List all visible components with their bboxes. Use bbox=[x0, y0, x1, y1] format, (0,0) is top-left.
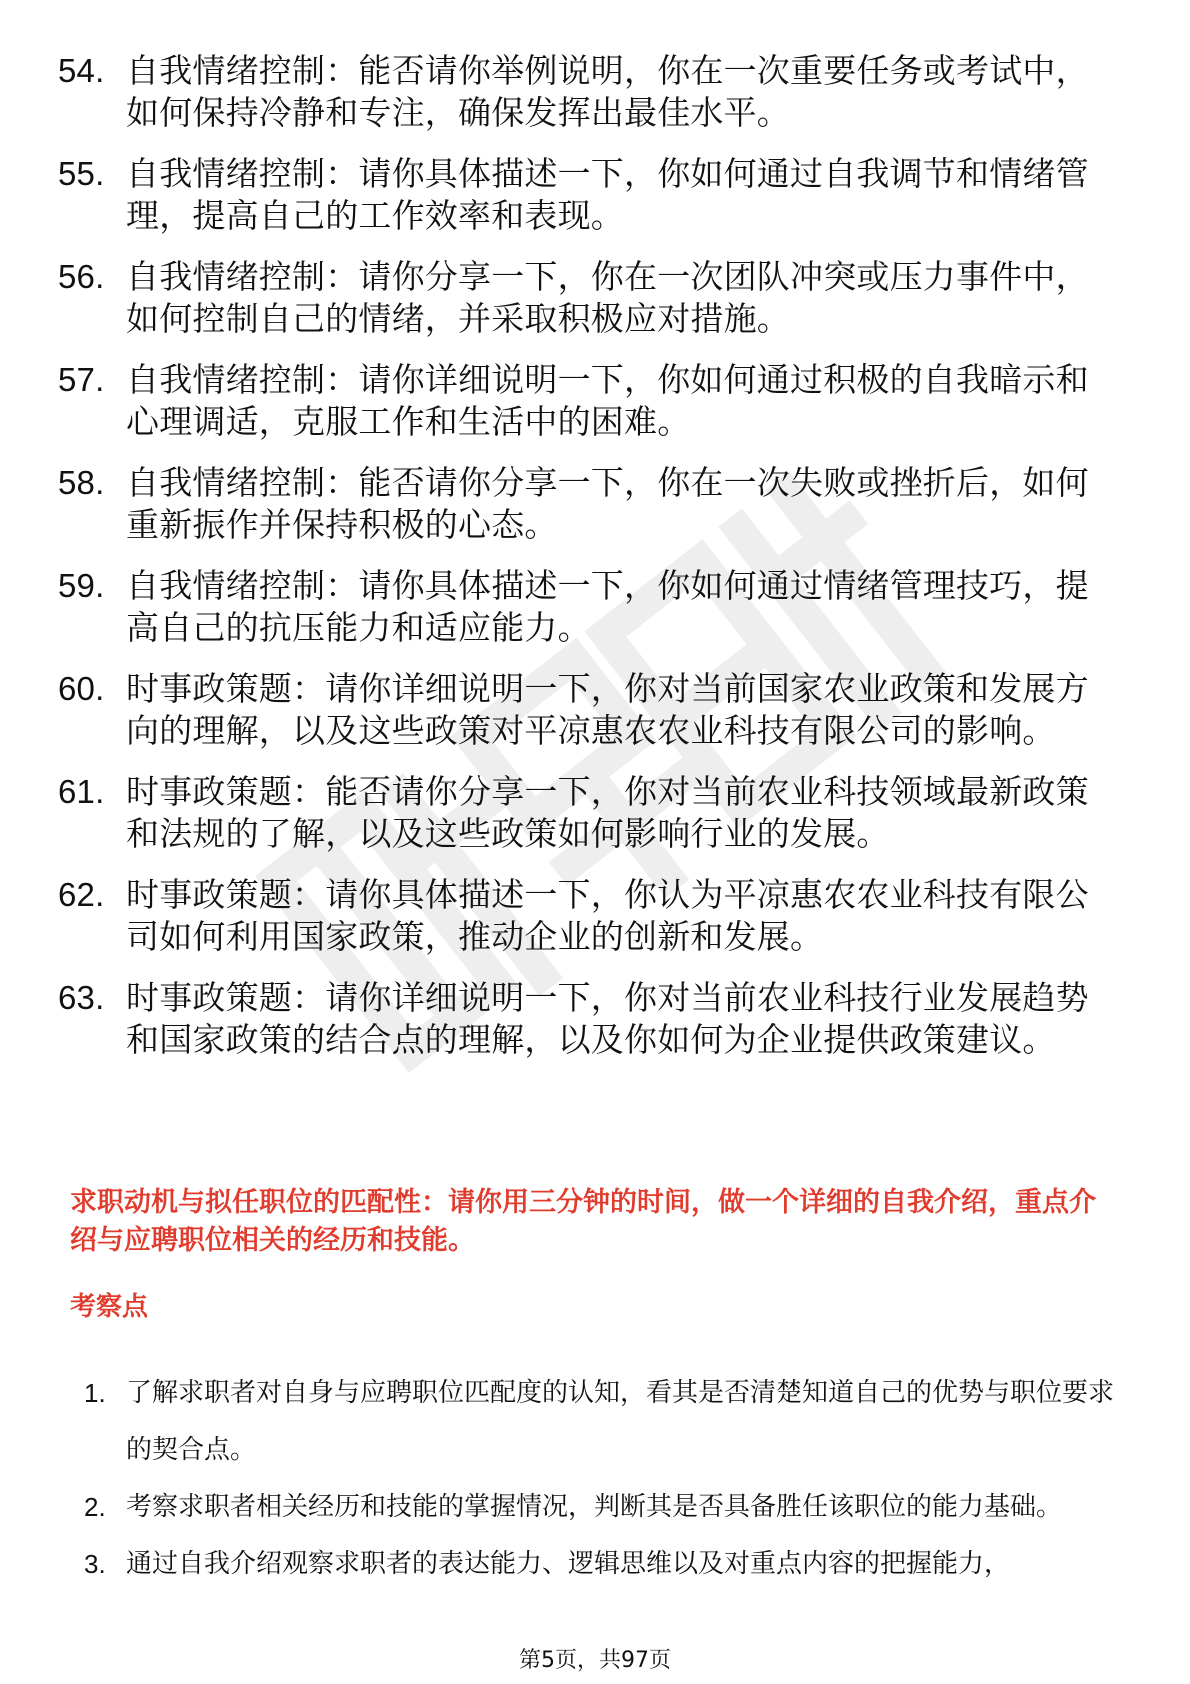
list-item bbox=[58, 153, 1118, 237]
section-heading: 求职动机与拟任职位的匹配性：请你用三分钟的时间，做一个详细的自我介绍，重点介绍与应聘职位相关的经历和技能。 bbox=[70, 1187, 1096, 1256]
list-item bbox=[84, 1479, 1124, 1536]
question-text: 时事政策题：能否请你分享一下，你对当前农业科技领域最新政策和法规的了解，以及这些政策如何影响行业的发展。 bbox=[126, 772, 1089, 853]
question-list bbox=[58, 50, 1118, 1080]
question-text: 自我情绪控制：请你详细说明一下，你如何通过积极的自我暗示和心理调适，克服工作和生活中的困难。 bbox=[126, 360, 1089, 441]
list-item bbox=[58, 668, 1118, 752]
question-text: 自我情绪控制：请你具体描述一下，你如何通过自我调节和情绪管理，提高自己的工作效率和表现。 bbox=[126, 154, 1089, 235]
list-item bbox=[58, 50, 1118, 134]
list-item bbox=[58, 462, 1118, 546]
question-number: 61. bbox=[58, 773, 105, 810]
question-text: 自我情绪控制：能否请你举例说明，你在一次重要任务或考试中，如何保持冷静和专注，确保发挥出最佳水平。 bbox=[126, 51, 1089, 132]
question-text: 时事政策题：请你具体描述一下，你认为平凉惠农农业科技有限公司如何利用国家政策，推动企业的创新和发展。 bbox=[126, 875, 1089, 956]
question-number: 58. bbox=[58, 464, 105, 501]
assessment-points-heading: 考察点 bbox=[70, 1292, 149, 1322]
question-number: 55. bbox=[58, 155, 105, 192]
list-item bbox=[58, 977, 1118, 1061]
question-number: 56. bbox=[58, 258, 105, 295]
point-text: 了解求职者对自身与应聘职位匹配度的认知，看其是否清楚知道自己的优势与职位要求的契合点。 bbox=[126, 1378, 1115, 1465]
question-number: 62. bbox=[58, 876, 105, 913]
question-number: 63. bbox=[58, 979, 105, 1016]
point-text: 通过自我介绍观察求职者的表达能力、逻辑思维以及对重点内容的把握能力， bbox=[126, 1549, 1011, 1579]
list-item bbox=[58, 565, 1118, 649]
assessment-points-list bbox=[84, 1365, 1124, 1593]
point-text: 考察求职者相关经历和技能的掌握情况，判断其是否具备胜任该职位的能力基础。 bbox=[126, 1492, 1063, 1522]
list-item bbox=[58, 359, 1118, 443]
list-item bbox=[58, 771, 1118, 855]
question-text: 时事政策题：请你详细说明一下，你对当前农业科技行业发展趋势和国家政策的结合点的理解，以及你如何为企业提供政策建议。 bbox=[126, 978, 1089, 1059]
page-footer: 第5页，共97页 bbox=[519, 1648, 671, 1673]
list-item bbox=[58, 256, 1118, 340]
point-number: 3. bbox=[84, 1549, 106, 1579]
point-number: 2. bbox=[84, 1492, 106, 1522]
list-item bbox=[84, 1365, 1124, 1479]
question-text: 时事政策题：请你详细说明一下，你对当前国家农业政策和发展方向的理解，以及这些政策对平凉惠农农业科技有限公司的影响。 bbox=[126, 669, 1089, 750]
question-number: 60. bbox=[58, 670, 105, 707]
question-number: 57. bbox=[58, 361, 105, 398]
list-item bbox=[58, 874, 1118, 958]
point-number: 1. bbox=[84, 1378, 106, 1408]
question-text: 自我情绪控制：能否请你分享一下，你在一次失败或挫折后，如何重新振作并保持积极的心态。 bbox=[126, 463, 1089, 544]
list-item bbox=[84, 1536, 1124, 1593]
question-number: 54. bbox=[58, 52, 105, 89]
question-text: 自我情绪控制：请你具体描述一下，你如何通过情绪管理技巧，提高自己的抗压能力和适应能力。 bbox=[126, 566, 1089, 647]
question-number: 59. bbox=[58, 567, 105, 604]
question-text: 自我情绪控制：请你分享一下，你在一次团队冲突或压力事件中，如何控制自己的情绪，并采取积极应对措施。 bbox=[126, 257, 1089, 338]
